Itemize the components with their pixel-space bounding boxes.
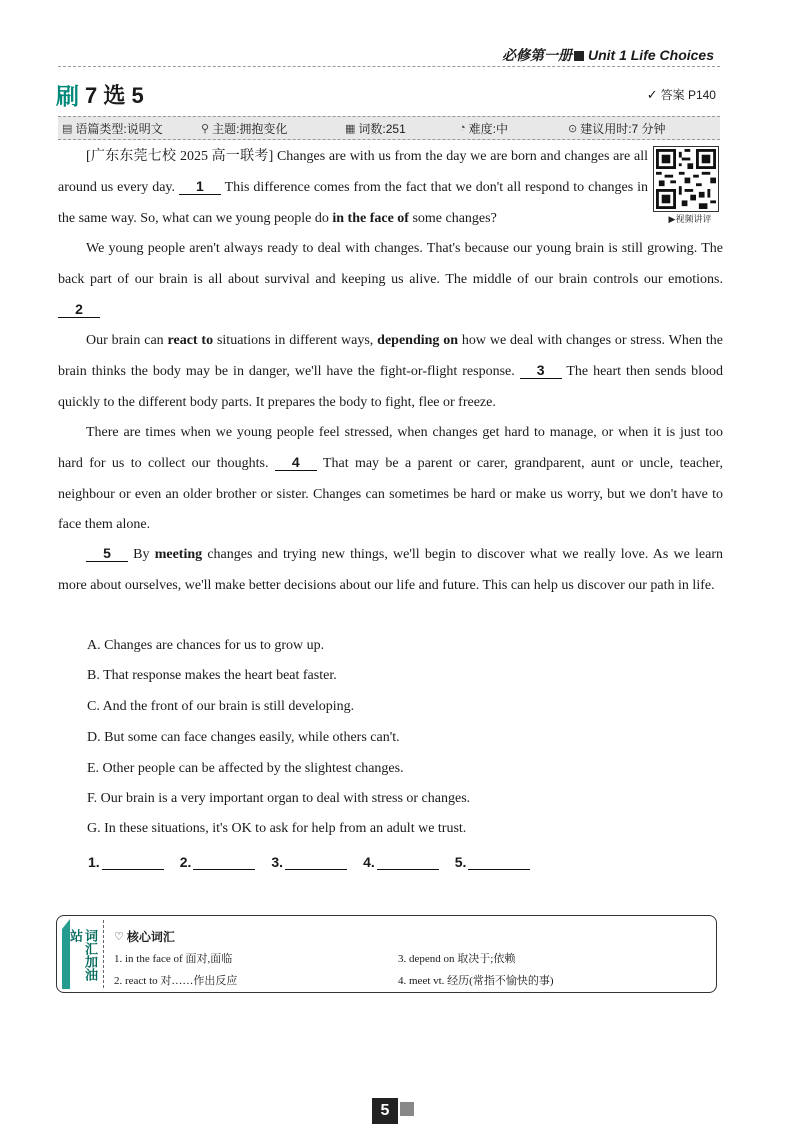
qr-code-icon [656, 149, 716, 209]
vocab-heading [114, 928, 175, 945]
option-e: E. Other people can be affected by the slightest changes. [87, 761, 404, 776]
info-time-label: 建议用时:7 分钟 [580, 121, 666, 136]
blank-4[interactable]: 4 [275, 454, 317, 471]
answer-line[interactable] [468, 855, 530, 870]
answer-slot-4[interactable] [363, 854, 439, 870]
info-text-type [58, 120, 197, 137]
page-tab-decoration [400, 1102, 414, 1116]
book-icon [574, 51, 584, 61]
page-number [372, 1098, 416, 1124]
answer-line[interactable] [193, 855, 255, 870]
play-icon: ▶ [668, 214, 676, 224]
difficulty-icon: ◔ [459, 122, 466, 134]
vocab-divider [103, 920, 104, 988]
info-text-type-label: 语篇类型:说明文 [75, 121, 163, 136]
answer-line[interactable] [102, 855, 164, 870]
option-f: F. Our brain is a very important organ to deal with stress or changes. [87, 791, 471, 806]
unit-label: Unit 1 Life Choices [587, 47, 714, 63]
answer-number: 5. [454, 854, 467, 870]
section-title [56, 78, 144, 111]
text-run: Our brain can [86, 333, 168, 348]
blank-5[interactable]: 5 [86, 545, 128, 562]
text-run: [广东东莞七校 2025 高一联考] Changes are with us from the day we are born and changes are all around us every day. [58, 149, 648, 195]
answer-slot-5[interactable] [455, 854, 531, 870]
article-paragraph-1 [58, 142, 648, 234]
answer-reference-text: 答案 P140 [660, 88, 716, 102]
text-run: The heart then sends blood quickly to the different body parts. It prepares the body to fight, flee or freeze. [58, 363, 723, 410]
info-theme-label: 主题:拥抱变化 [212, 121, 288, 136]
answer-blanks [88, 854, 530, 870]
vocab-item-1: 1. in the face of 面对,面临 [114, 953, 233, 965]
article-paragraph-5 [58, 540, 723, 602]
brand-mark: 刷 [56, 83, 79, 109]
qr-code[interactable] [653, 146, 719, 212]
info-difficulty-label: 难度:中 [468, 121, 508, 136]
info-word-count-label: 词数:251 [358, 121, 406, 136]
info-word-count [341, 120, 455, 137]
answer-line[interactable] [285, 855, 347, 870]
info-bar [58, 116, 720, 140]
answer-number: 2. [179, 854, 192, 870]
answer-number: 3. [271, 854, 284, 870]
header-divider [58, 66, 720, 67]
article-paragraph-2 [58, 234, 723, 326]
qr-caption-text: 视频讲评 [675, 214, 712, 224]
answer-number: 4. [363, 854, 375, 870]
answer-slot-3[interactable] [271, 854, 347, 870]
option-g: G. In these situations, it's OK to ask for help from an adult we trust. [87, 821, 467, 836]
option-d: D. But some can face changes easily, while others can't. [87, 730, 400, 745]
text-run: changes and trying new things, we'll begin to discover what we really love. As we learn more about ourselves, we'll make better decisions about our life and future. This can help us discover our path in life. [58, 547, 723, 593]
book-label: 必修第一册 [501, 47, 572, 63]
answer-slot-2[interactable] [180, 854, 256, 870]
text-run: That may be a parent or carer, grandparent, aunt or uncle, teacher, neighbour or even an older brother or sister. Changes can sometimes be hard or make us worry, but we don't have to face them alone. [58, 455, 723, 533]
time-icon: ⊙ [568, 122, 578, 135]
vocab-heading-text: 核心词汇 [126, 930, 175, 944]
info-time [564, 120, 718, 137]
section-title-text: 7 选 5 [85, 83, 144, 108]
theme-icon: ⚲ [201, 122, 210, 135]
answer-line[interactable] [377, 855, 439, 870]
text-run: situations in different ways, [213, 333, 378, 348]
blank-1[interactable]: 1 [179, 178, 221, 195]
option-c: C. And the front of our brain is still developing. [87, 699, 355, 714]
info-difficulty [455, 120, 564, 137]
answer-reference [647, 86, 716, 103]
info-theme [197, 120, 341, 137]
running-header [502, 45, 714, 65]
option-a: A. Changes are chances for us to grow up. [87, 638, 325, 653]
blank-3[interactable]: 3 [520, 362, 562, 379]
check-icon: ✓ [646, 86, 658, 102]
text-run: We young people aren't always ready to deal with changes. That's because our young brain is still growing. The back part of our brain is all about survival and keeping us alive. The middle of our brain controls our emotions. [58, 241, 723, 287]
text-run: some changes? [408, 210, 497, 226]
text-run: There are times when we young people feel stressed, when changes get hard to manage, or when it is just too hard for us to collect our thoughts. [58, 425, 723, 471]
heart-icon: ♡ [114, 931, 124, 943]
word-count-icon: ▦ [345, 122, 356, 135]
answer-number: 1. [88, 854, 100, 870]
blank-2[interactable]: 2 [58, 301, 100, 318]
article-paragraph-3 [58, 326, 723, 418]
option-b: B. That response makes the heart beat faster. [87, 668, 337, 683]
bold-phrase: meeting [154, 547, 203, 562]
vocab-side-text: 词汇加油站 [68, 929, 98, 981]
vocab-item-3: 3. depend on 取决于;依赖 [398, 953, 516, 965]
text-run: how we deal with changes or stress. When the brain thinks the body may be in danger, we'll have the fight-or-flight response. [58, 333, 723, 379]
text-type-icon: ▤ [62, 122, 73, 135]
article-paragraph-4 [58, 418, 723, 541]
vocab-side-label [56, 915, 100, 993]
page-number-text: 5 [372, 1098, 398, 1124]
text-run: By [128, 547, 155, 562]
vocab-item-4: 4. meet vt. 经历(常指不愉快的事) [398, 975, 554, 987]
answer-slot-1[interactable] [88, 854, 164, 870]
text-run: This difference comes from the fact that we don't all respond to changes in the same way. So, what can we young people do [58, 179, 649, 226]
bold-phrase: in the face of [332, 210, 409, 226]
qr-caption [653, 212, 727, 225]
bold-phrase: react to [167, 333, 214, 348]
bold-phrase: depending on [377, 333, 459, 348]
vocab-item-2: 2. react to 对……作出反应 [114, 975, 238, 987]
